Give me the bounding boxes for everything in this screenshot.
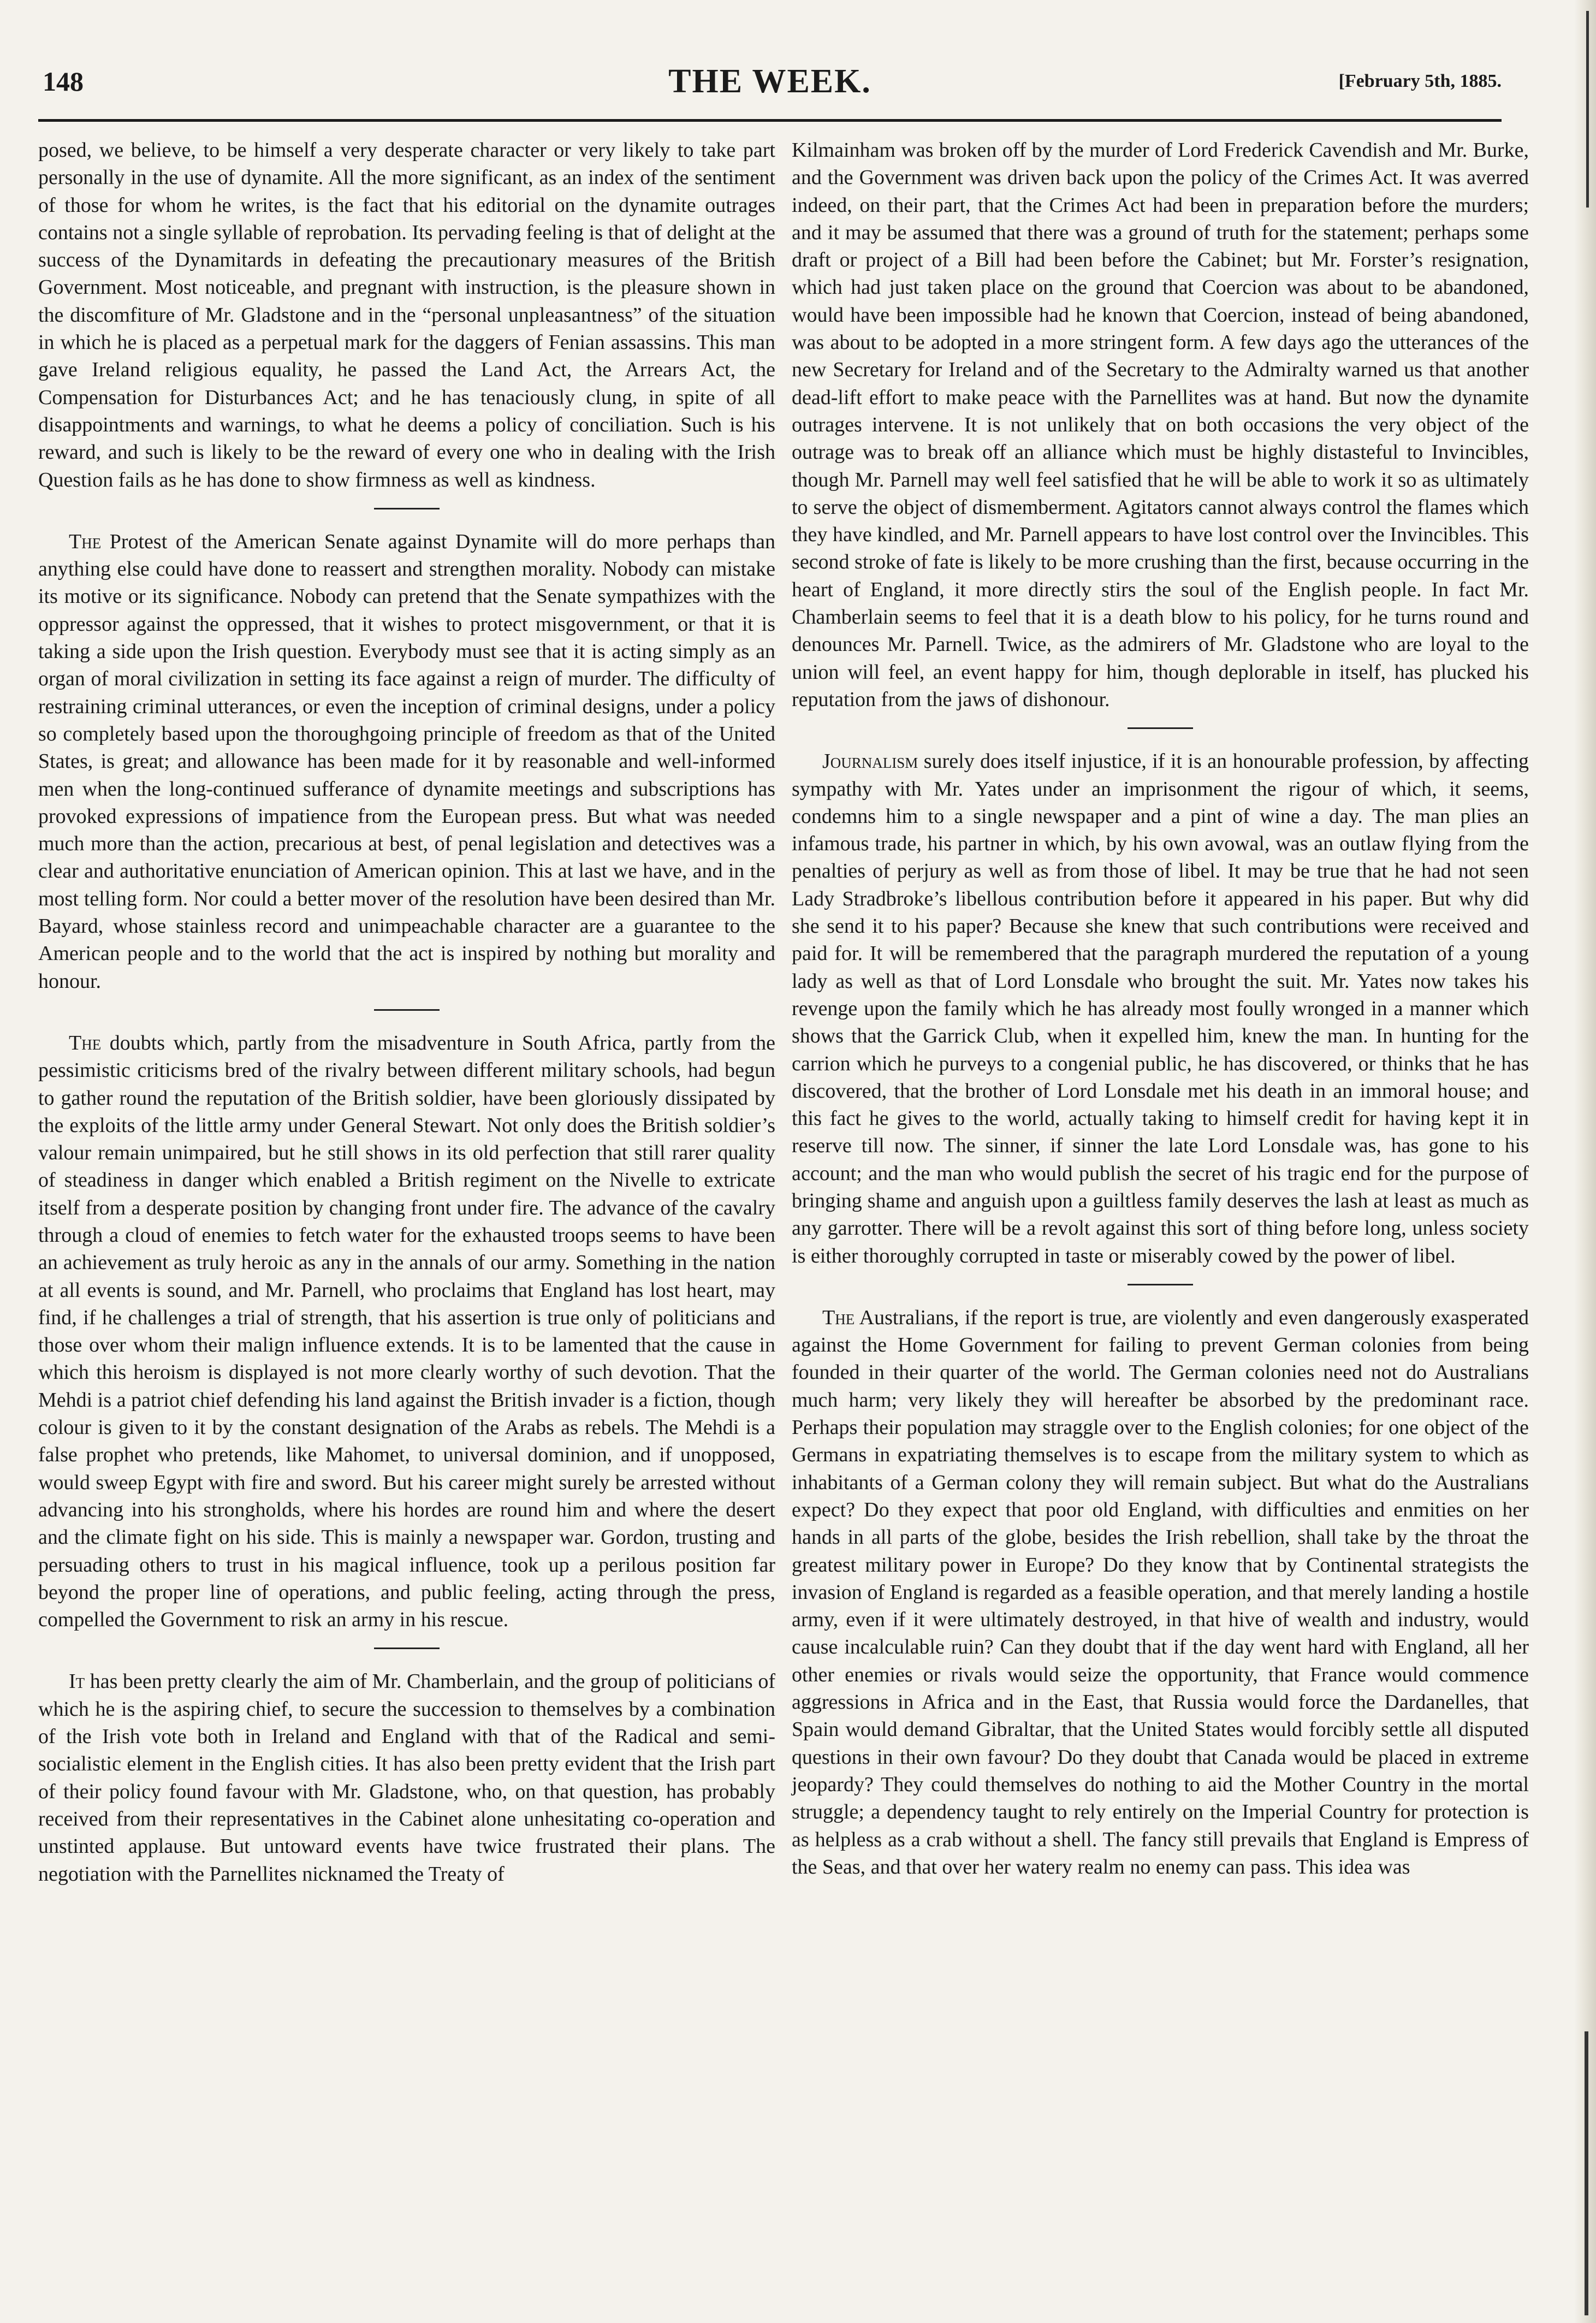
paragraph-text: Australians, if the report is true, are violently and even dangerously exasperated against the Home Government for failing to prevent German colonies from being founded in their quarter of the world. The German colonies need not do Australians much harm; very likely they will hereafter be absorbed by the predominant race. Perhaps their population may straggle over to the English colonies; for one object of the Germans in expatriating themselves is to escape from the military system to which as inhabitants of a German colony they will remain subject. But what do the Australians expect? Do they expect that poor old England, with difficulties and enmities on her hands in all parts of the globe, besides the Irish rebellion, shall take by the throat the greatest military power in Europe? Do they know that by Continental strategists the invasion of England is regarded as a feasible operation, and that merely landing a hostile army, even if it were ultimately destroyed, in that hive of wealth and industry, would cause incalculable ruin? Can they doubt that if the day went hard with England, all her other enemies or rivals would seize the opportunity, that France would commence aggressions in Africa and in the East, that Russia would force the Dardanelles, that Spain would demand Gibraltar, that the United States would forcibly settle all disputed questions in their own favour? Do they doubt that Canada would be placed in extreme jeopardy? They could themselves do nothing to aid the Mother Country in the mortal struggle; a dependency taught to rely entirely on the Imperial Country for protection is as helpless as a crab without a shell. The fancy still prevails that England is Empress of the Seas, and that over her watery realm no enemy can pass. This idea was [792, 1306, 1529, 1878]
paragraph-journalism [792, 748, 1529, 1270]
lead-word: Journalism [822, 750, 918, 773]
paragraph-text: surely does itself injustice, if it is an honourable profession, by affecting sympathy with Mr. Yates under an imprisonment the rigour of which, it seems, condemns him to a single newspaper and a pint of wine a day. The man plies an infamous trade, his partner in which, by his own avowal, was an outlaw flying from the penalties of perjury as well as from those of libel. It may be true that he had not seen Lady Stradbroke’s libellous contribution before it appeared in his paper. But why did she send it to his paper? Because she knew that such contributions were received and paid for. It will be remembered that the paragraph murdered the reputation of a young lady as well as that of Lord Lonsdale who brought the suit. Mr. Yates now takes his revenge upon the family which he has already most foully wronged in a manner which shows that the Garrick Club, when it expelled him, knew the man. In hunting for the carrion which he purveys to a congenial public, he has discovered, or thinks that he has discovered, that the brother of Lord Lonsdale met his death in an immoral house; and this fact he gives to the world, actually taking to himself credit for having kept it in reserve till now. The sinner, if sinner the late Lord Lonsdale was, has gone to his account; and the man who would publish the secret of his tragic end for the purpose of bringing shame and anguish upon a guiltless family deserves the lash at least as much as any garrotter. There will be a revolt against this sort of thing before long, unless society is either thoroughly corrupted in taste or miserably cowed by the power of libel. [792, 750, 1529, 1267]
lead-word: The [69, 530, 102, 553]
issue-date: [February 5th, 1885. [1338, 71, 1502, 91]
paragraph-american-senate [38, 528, 775, 995]
binding-mark [1585, 2031, 1588, 2315]
left-column [38, 137, 775, 1888]
section-divider [374, 508, 440, 509]
paragraph-chamberlain [38, 1668, 775, 1887]
paragraph-dynamite-editorial: posed, we believe, to be himself a very desperate character or very likely to take part personally in the use of dynamite. All the more significant, as an index of the sentiment of those for whom he writes, is the fact that his editorial on the dynamite outrages contains not a single syllable of reprobation. Its pervading feeling is that of delight at the success of the Dynamitards in defeating the precautionary measures of the British Government. Most noticeable, and pregnant with instruction, is the pleasure shown in the discomfiture of Mr. Gladstone and in the “personal unpleasantness” of the situation in which he is placed as a perpetual mark for the daggers of Fenian assassins. This man gave Ireland religious equality, he passed the Land Act, the Arrears Act, the Compensation for Disturbances Act; and he has tenaciously clung, in spite of all disappointments and warnings, to what he deems a policy of conciliation. Such is his reward, and such is likely to be the reward of every one who in dealing with the Irish Question fails as he has done to show firmness as well as kindness. [38, 139, 775, 491]
section-divider [1128, 1284, 1193, 1285]
right-column [792, 137, 1529, 1881]
paragraph-text: Protest of the American Senate against Dynamite will do more perhaps than anything else could have done to reassert and strengthen morality. Nobody can mistake its motive or its significance. Nobody can pretend that the Senate sympathizes with the oppressor against the oppressed, that it wishes to protect misgovernment, or that it is taking a side upon the Irish question. Everybody must see that it is acting simply as an organ of moral civilization in setting its face against a reign of murder. The difficulty of restraining criminal utterances, or even the inception of criminal designs, under a policy so completely based upon the thoroughgoing principle of freedom as that of the United States, is great; and allowance has been made for it by reasonable and well-informed men when the long-continued sufferance of dynamite meetings and subscriptions has provoked expressions of impatience from the European press. But what was needed much more than the action, precarious at best, of penal legislation and detectives was a clear and authoritative enunciation of American opinion. This at last we have, and in the most telling form. Nor could a better mover of the resolution have been desired than Mr. Bayard, whose stainless record and unimpeachable character are a guarantee to the American people and to the world that the act is inspired by nothing but morality and honour. [38, 530, 775, 993]
paragraph-australians [792, 1304, 1529, 1881]
header-rule [38, 119, 1502, 122]
lead-word: The [822, 1306, 855, 1329]
section-divider [1128, 727, 1193, 729]
paragraph-text: doubts which, partly from the misadventure in South Africa, partly from the pessimistic criticisms bred of the rivalry between different military schools, had begun to gather round the reputation of the British soldier, have been gloriously dissipated by the exploits of the little army under General Stewart. Not only does the British soldier’s valour remain unimpaired, but he still shows in its old perfection that still rarer quality of steadiness in danger which enabled a British regiment on the Nivelle to extricate itself from a desperate position by changing front under fire. The advance of the cavalry through a cloud of enemies to fetch water for the exhausted troops seems to have been an achievement as truly heroic as any in the annals of our army. Something in the nation at all events is sound, and Mr. Parnell, who proclaims that England has lost heart, may find, if he challenges a trial of strength, that his assertion is true only of politicians and those over whom their malign influence extends. It is to be lamented that the cause in which this heroism is displayed is not more clearly worthy of such devotion. That the Mehdi is a patriot chief defending his land against the British invader is a fiction, though colour is given to it by the constant designation of the Arabs as rebels. The Mehdi is a false prophet who pretends, like Mahomet, to universal dominion, and if unopposed, would sweep Egypt with fire and sword. But his career might surely be arrested without advancing into his strongholds, where his hordes are round him and where the desert and the climate fight on his side. This is mainly a newspaper war. Gordon, trusting and persuading others to trust in his magical influence, took up a perilous position far beyond the proper line of operations, and public feeling, acting through the press, compelled the Government to risk an army in his rescue. [38, 1031, 775, 1632]
page-edge-shadow [1574, 0, 1596, 2323]
section-divider [374, 1009, 440, 1011]
masthead-title: THE WEEK. [668, 63, 871, 100]
lead-word: It [69, 1670, 85, 1693]
lead-word: The [69, 1031, 102, 1054]
section-divider [374, 1648, 440, 1649]
page-number: 148 [43, 66, 84, 97]
page-header [38, 63, 1502, 104]
paragraph-british-soldier [38, 1029, 775, 1634]
paragraph-kilmainham: Kilmainham was broken off by the murder of Lord Frederick Cavendish and Mr. Burke, and the Government was driven back upon the policy of the Crimes Act. It was averred indeed, on their part, that the Crimes Act had been in preparation before the murders; and it may be assumed that there was a ground of truth for the statement; perhaps some draft or project of a Bill had been before the Cabinet; but Mr. Forster’s resignation, which had just taken place on the ground that Coercion was about to be abandoned, would have been impossible had he known that Coercion, instead of being abandoned, was about to be adopted in a more stringent form. A few days ago the utterances of the new Secretary for Ireland and of the Secretary to the Admiralty warned us that another dead-lift effort to make peace with the Parnellites was at hand. But now the dynamite outrages intervene. It is not unlikely that on both occasions the very object of the outrage was to break off an alliance which must be highly distasteful to Invincibles, though Mr. Parnell may well feel satisfied that he will be able to work it so as ultimately to serve the object of dismemberment. Agitators cannot always control the flames which they have kindled, and Mr. Parnell appears to have lost control over the Invincibles. This second stroke of fate is likely to be more crushing than the first, because occurring in the heart of England, it more directly stirs the soul of the English people. In fact Mr. Chamberlain seems to feel that it is a death blow to his policy, for he turns round and denounces Mr. Parnell. Twice, as the admirers of Mr. Gladstone who are loyal to the union will feel, an event happy for him, though deplorable in itself, has plucked his reputation from the jaws of dishonour. [792, 139, 1529, 711]
paragraph-text: has been pretty clearly the aim of Mr. Chamberlain, and the group of politicians of which he is the aspiring chief, to secure the succession to themselves by a combination of the Irish vote both in Ireland and England with that of the Radical and semi-socialistic element in the English cities. It has also been pretty evident that the Irish part of their policy found favour with Mr. Gladstone, who, on that question, has probably received from their representatives in the Cabinet alone unhesitating co-operation and unstinted applause. But untoward events have twice frustrated their plans. The negotiation with the Parnellites nicknamed the Treaty of [38, 1670, 775, 1886]
binding-mark [1586, 11, 1589, 208]
